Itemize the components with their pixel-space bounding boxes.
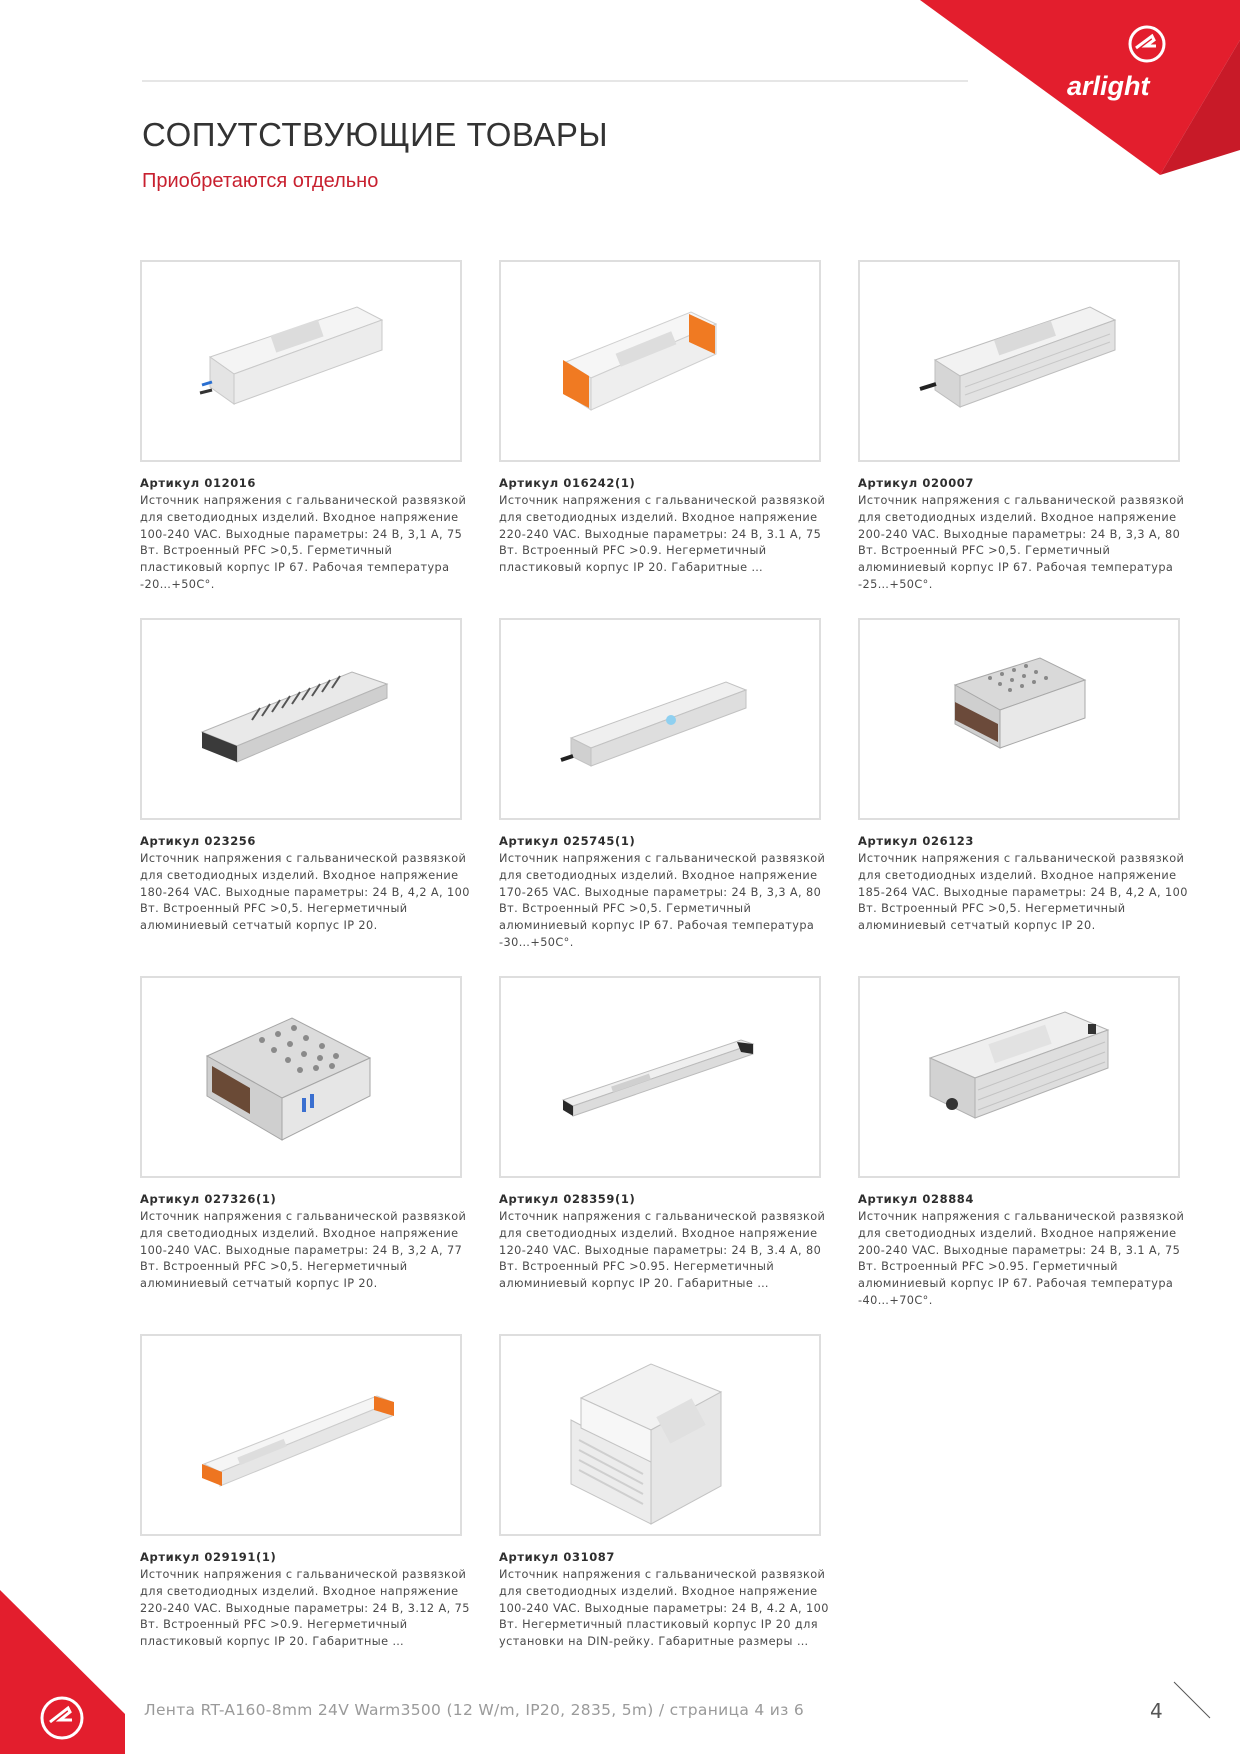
product-sku: Артикул 027326(1) <box>140 1192 277 1206</box>
product-description: Источник напряжения с гальванической развязкой для светодиодных изделий. Входное напряжение 220-240 VAC. Выходные параметры: 24 В, 3.1 А, 75 Вт. Встроенный PFC >0.9. Негерметичный пластиковый корпус IP 20. Габаритные … <box>499 494 826 575</box>
product-sku: Артикул 020007 <box>858 476 974 490</box>
product-description: Источник напряжения с гальванической развязкой для светодиодных изделий. Входное напряжение 100-240 VAC. Выходные параметры: 24 В, 3,1 А, 75 Вт. Встроенный PFC >0,5. Герметичный пластиковый корпус IP 67. Рабочая температура -20…+50С°. <box>140 494 467 591</box>
header-divider <box>142 80 968 82</box>
product-image[interactable] <box>499 618 821 820</box>
product-description: Источник напряжения с гальванической развязкой для светодиодных изделий. Входное напряжение 185-264 VAC. Выходные параметры: 24 В, 4,2 А, 100 Вт. Встроенный PFC >0,5. Негерметичный алюминиевый сетчатый корпус IP 20. <box>858 852 1188 933</box>
product-image[interactable] <box>499 260 821 462</box>
product-image[interactable] <box>140 976 462 1178</box>
page-title: СОПУТСТВУЮЩИЕ ТОВАРЫ <box>142 116 609 153</box>
white-sealed-psu-icon <box>142 262 460 460</box>
product-image[interactable] <box>140 618 462 820</box>
mesh-box-psu-icon <box>860 620 1178 818</box>
product-image[interactable] <box>140 260 462 462</box>
page-subtitle: Приобретаются отдельно <box>142 170 379 192</box>
product-description: Источник напряжения с гальванической развязкой для светодиодных изделий. Входное напряжение 180-264 VAC. Выходные параметры: 24 В, 4,2 А, 100 Вт. Встроенный PFC >0,5. Негерметичный алюминиевый сетчатый корпус IP 20. <box>140 852 470 933</box>
product-sku: Артикул 026123 <box>858 834 974 848</box>
page-divider-icon <box>1172 1680 1212 1720</box>
aluminum-finned-psu-icon <box>860 978 1178 1176</box>
logo-wordmark: arlight <box>1067 71 1150 101</box>
product-image[interactable] <box>140 1334 462 1536</box>
product-sku: Артикул 031087 <box>499 1550 615 1564</box>
aluminum-sealed-psu-icon <box>860 262 1178 460</box>
product-description: Источник напряжения с гальванической развязкой для светодиодных изделий. Входное напряжение 120-240 VAC. Выходные параметры: 24 В, 3.4 А, 80 Вт. Встроенный PFC >0.95. Негерметичный алюминиевый корпус IP 20. Габаритные … <box>499 1210 826 1291</box>
arlight-logo[interactable] <box>920 0 1240 180</box>
product-image[interactable] <box>858 260 1180 462</box>
linear-slim-psu-icon <box>501 978 819 1176</box>
product-image[interactable] <box>499 976 821 1178</box>
product-description: Источник напряжения с гальванической развязкой для светодиодных изделий. Входное напряжение 170-265 VAC. Выходные параметры: 24 В, 3,3 А, 80 Вт. Встроенный PFC >0,5. Герметичный алюминиевый корпус IP 67. Рабочая температура -30…+50С°. <box>499 852 826 949</box>
din-rail-psu-icon <box>501 1336 819 1534</box>
footer-logo-corner <box>0 1590 125 1754</box>
product-sku: Артикул 028884 <box>858 1192 974 1206</box>
product-description: Источник напряжения с гальванической развязкой для светодиодных изделий. Входное напряжение 100-240 VAC. Выходные параметры: 24 В, 3,2 А, 77 Вт. Встроенный PFC >0,5. Негерметичный алюминиевый сетчатый корпус IP 20. <box>140 1210 467 1291</box>
product-image[interactable] <box>858 618 1180 820</box>
product-sku: Артикул 012016 <box>140 476 256 490</box>
footer-document-title: Лента RT-A160-8mm 24V Warm3500 (12 W/m, IP20, 2835, 5m) / страница 4 из 6 <box>144 1701 805 1719</box>
page-number: 4 <box>1150 1699 1163 1723</box>
product-description: Источник напряжения с гальванической развязкой для светодиодных изделий. Входное напряжение 220-240 VAC. Выходные параметры: 24 В, 3.12 А, 75 Вт. Встроенный PFC >0.9. Негерметичный пластиковый корпус IP 20. Габаритные … <box>140 1568 470 1649</box>
slim-mesh-psu-icon <box>142 620 460 818</box>
product-sku: Артикул 028359(1) <box>499 1192 636 1206</box>
product-description: Источник напряжения с гальванической развязкой для светодиодных изделий. Входное напряжение 200-240 VAC. Выходные параметры: 24 В, 3,3 А, 80 Вт. Встроенный PFC >0,5. Герметичный алюминиевый корпус IP 67. Рабочая температура -25…+50С°. <box>858 494 1185 591</box>
long-white-orange-psu-icon <box>142 1336 460 1534</box>
product-description: Источник напряжения с гальванической развязкой для светодиодных изделий. Входное напряжение 200-240 VAC. Выходные параметры: 24 В, 3.1 А, 75 Вт. Встроенный PFC >0.95. Герметичный алюминиевый корпус IP 67. Рабочая температура -40…+70С°. <box>858 1210 1185 1307</box>
product-sku: Артикул 029191(1) <box>140 1550 277 1564</box>
product-sku: Артикул 023256 <box>140 834 256 848</box>
white-orange-psu-icon <box>501 262 819 460</box>
product-sku: Артикул 025745(1) <box>499 834 636 848</box>
product-image[interactable] <box>499 1334 821 1536</box>
product-image[interactable] <box>858 976 1180 1178</box>
mesh-cube-psu-icon <box>142 978 460 1176</box>
product-sku: Артикул 016242(1) <box>499 476 636 490</box>
slim-sealed-psu-icon <box>501 620 819 818</box>
product-description: Источник напряжения с гальванической развязкой для светодиодных изделий. Входное напряжение 100-240 VAC. Выходные параметры: 24 В, 4.2 А, 100 Вт. Негерметичный пластиковый корпус IP 20 для установки на DIN-рейку. Габаритные размеры … <box>499 1568 829 1649</box>
